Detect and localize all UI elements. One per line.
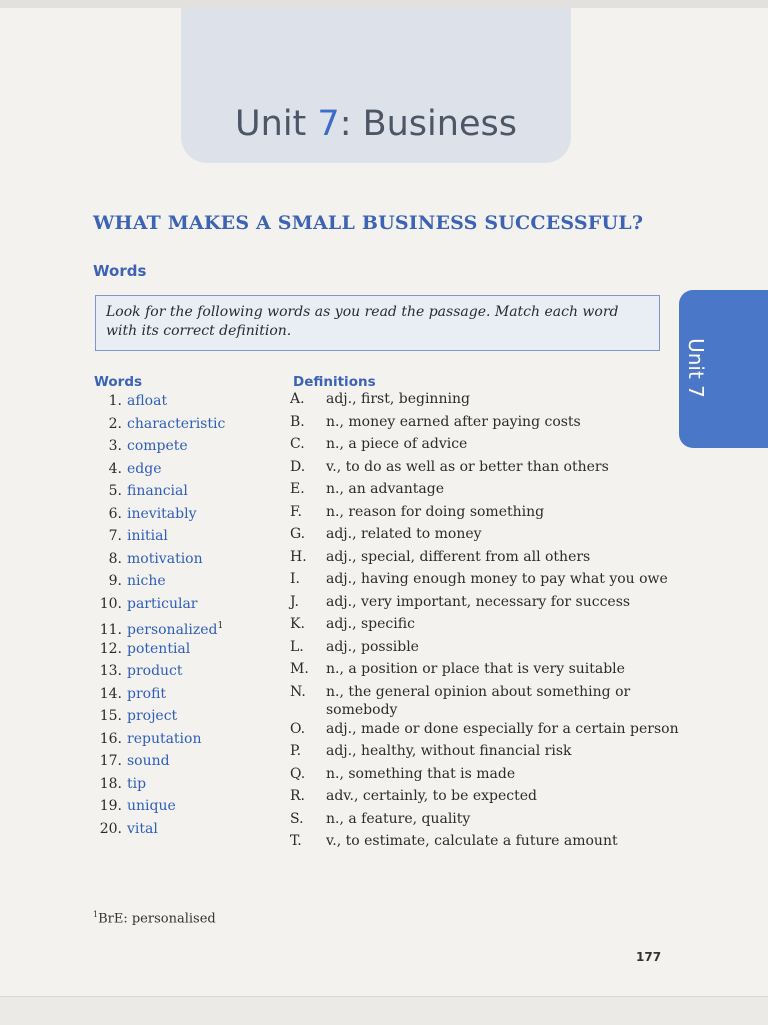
word-text: particular [127, 595, 198, 612]
word-item [90, 728, 290, 751]
word-number: 17. [99, 753, 122, 769]
word-number: 11. [99, 621, 122, 638]
word-item [90, 705, 290, 728]
definition-letter: R. [290, 788, 305, 804]
definition-letter: G. [290, 526, 306, 542]
title-prefix: Unit [235, 104, 318, 144]
definition-text: n., a piece of advice [326, 436, 468, 452]
definition-letter: N. [290, 683, 306, 700]
word-footnote-marker: 1 [217, 621, 224, 631]
definition-text: adj., very important, necessary for success [326, 593, 631, 610]
word-text: characteristic [127, 415, 226, 432]
word-number: 7. [108, 528, 122, 544]
definition-item [290, 525, 680, 548]
definition-text: adj., first, beginning [326, 391, 470, 407]
definition-letter: S. [290, 810, 304, 827]
word-item [90, 683, 290, 706]
word-text: potential [127, 640, 191, 657]
title-suffix: : Business [339, 104, 517, 144]
word-item [90, 480, 290, 503]
definition-item [290, 503, 680, 526]
definition-text: n., something that is made [326, 765, 516, 782]
word-item [90, 503, 290, 526]
footnote-marker: 1 [93, 910, 99, 919]
definition-item [290, 638, 680, 661]
word-item [90, 593, 290, 616]
words-heading: Words [93, 262, 147, 280]
word-number: 6. [108, 505, 122, 522]
word-text: reputation [127, 730, 202, 747]
definition-text: adj., healthy, without financial risk [326, 743, 572, 759]
definition-letter: J. [290, 593, 299, 610]
word-text: product [127, 663, 183, 679]
definition-letter: A. [290, 391, 305, 407]
page-bottom-edge [0, 996, 768, 1025]
definition-item [290, 458, 680, 481]
definition-text: adj., possible [326, 638, 419, 655]
definitions-list [290, 390, 680, 855]
word-text: financial [127, 483, 188, 499]
definition-item [290, 787, 680, 810]
page-top-edge [0, 0, 768, 8]
word-text: project [127, 708, 178, 724]
definition-text: n., reason for doing something [326, 503, 545, 520]
footnote [93, 910, 216, 926]
word-number: 8. [108, 550, 122, 567]
definition-letter: P. [290, 743, 302, 759]
word-item [90, 458, 290, 481]
word-number: 1. [108, 393, 122, 409]
word-item [90, 615, 290, 638]
definition-item [290, 390, 680, 413]
word-number: 19. [99, 798, 122, 814]
word-text: afloat [127, 393, 168, 409]
definition-item [290, 435, 680, 458]
definition-letter: H. [290, 548, 307, 565]
words-column-heading: Words [94, 374, 143, 390]
word-number: 10. [99, 595, 122, 612]
section-heading: WHAT MAKES A SMALL BUSINESS SUCCESSFUL? [93, 212, 644, 234]
definition-letter: B. [290, 413, 305, 430]
definition-letter: E. [290, 481, 305, 497]
word-number: 16. [99, 730, 122, 747]
definition-item [290, 683, 680, 720]
word-number: 20. [99, 820, 122, 837]
word-text: inevitably [127, 505, 197, 522]
word-text: motivation [127, 550, 203, 567]
word-item [90, 818, 290, 841]
definition-letter: F. [290, 503, 302, 520]
word-text: initial [127, 528, 168, 544]
word-text: profit [127, 685, 167, 702]
word-text: personalized [127, 621, 218, 638]
word-number: 3. [108, 438, 122, 454]
footnote-text: BrE: personalised [98, 911, 216, 927]
definition-text: adj., specific [326, 616, 415, 632]
definition-letter: M. [290, 661, 309, 677]
word-text: compete [127, 438, 188, 454]
word-text: vital [127, 820, 158, 837]
definition-letter: O. [290, 720, 306, 737]
word-number: 2. [108, 415, 122, 432]
word-item [90, 795, 290, 818]
page-title [181, 104, 571, 144]
definition-text: v., to estimate, calculate a future amount [326, 833, 618, 849]
word-item [90, 525, 290, 548]
definition-letter: L. [290, 638, 304, 655]
definition-letter: C. [290, 436, 305, 452]
definition-text: adj., related to money [326, 526, 482, 542]
definition-item [290, 570, 680, 593]
definition-letter: T. [290, 833, 302, 849]
definition-item [290, 765, 680, 788]
definition-item [290, 742, 680, 765]
definition-item [290, 660, 680, 683]
word-item [90, 548, 290, 571]
definition-letter: K. [290, 616, 305, 632]
definition-text: n., the general opinion about something or somebody [326, 683, 631, 718]
word-number: 13. [99, 663, 122, 679]
word-text: unique [127, 798, 176, 814]
word-number: 14. [99, 685, 122, 702]
word-item [90, 750, 290, 773]
word-item [90, 638, 290, 661]
word-item [90, 435, 290, 458]
unit-side-tab-label: Unit 7 [684, 338, 708, 398]
definition-item [290, 810, 680, 833]
word-text: tip [127, 775, 147, 792]
definition-text: n., a position or place that is very suitable [326, 661, 625, 677]
word-item [90, 413, 290, 436]
word-number: 18. [99, 775, 122, 792]
definition-text: v., to do as well as or better than others [326, 458, 609, 475]
definition-text: adj., made or done especially for a certain person [326, 720, 679, 737]
word-number: 15. [99, 708, 122, 724]
definition-text: n., a feature, quality [326, 810, 471, 827]
definition-item [290, 548, 680, 571]
word-text: edge [127, 460, 162, 477]
word-item [90, 390, 290, 413]
definition-text: adj., special, different from all others [326, 548, 591, 565]
word-number: 5. [108, 483, 122, 499]
definition-item [290, 480, 680, 503]
definition-item [290, 720, 680, 743]
word-item [90, 570, 290, 593]
word-text: niche [127, 573, 166, 589]
unit-number: 7 [317, 104, 340, 144]
word-item [90, 660, 290, 683]
definition-item [290, 615, 680, 638]
word-number: 9. [108, 573, 122, 589]
definition-text: n., an advantage [326, 481, 444, 497]
definition-text: adv., certainly, to be expected [326, 788, 537, 804]
word-number: 4. [108, 460, 122, 477]
words-list [90, 390, 290, 840]
definition-letter: I. [290, 571, 300, 587]
instruction-box: Look for the following words as you read the passage. Match each word with its correct definition. [95, 295, 660, 351]
definition-item [290, 593, 680, 616]
definition-letter: Q. [290, 765, 306, 782]
definition-text: adj., having enough money to pay what you owe [326, 571, 668, 587]
word-text: sound [127, 753, 170, 769]
definitions-column-heading: Definitions [293, 374, 376, 390]
definition-item [290, 413, 680, 436]
definition-item [290, 832, 680, 855]
page-number: 177 [636, 950, 662, 964]
word-item [90, 773, 290, 796]
definition-letter: D. [290, 458, 306, 475]
definition-text: n., money earned after paying costs [326, 413, 581, 430]
word-number: 12. [99, 640, 122, 657]
